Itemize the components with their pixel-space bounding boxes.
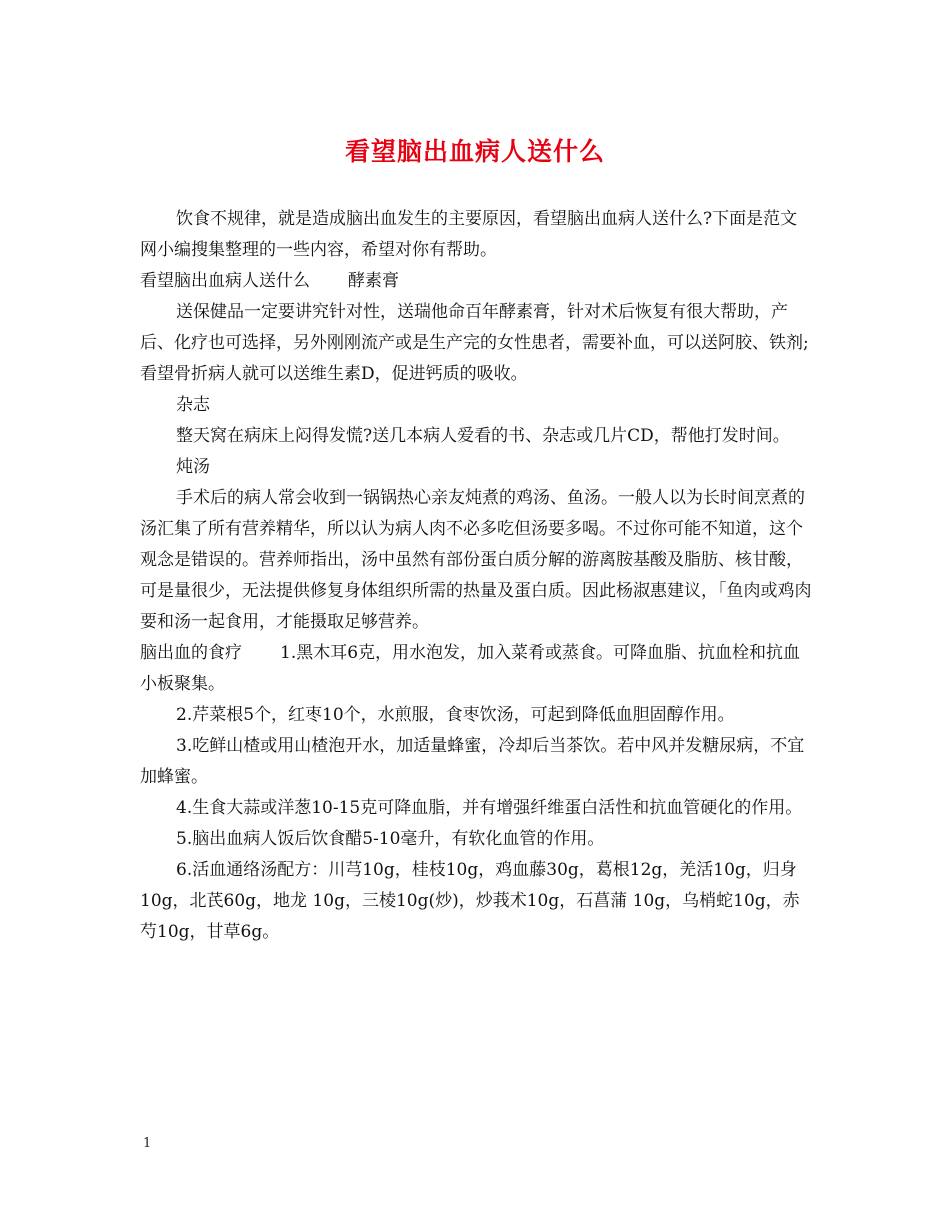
magazine-paragraph: 整天窝在病床上闷得发慌?送几本病人爱看的书、杂志或几片CD，帮他打发时间。 <box>176 426 790 446</box>
section-heading-gifts <box>140 266 812 297</box>
section-label: 脑出血的食疗 <box>140 643 242 663</box>
subheading-magazine: 杂志 <box>176 395 210 415</box>
intro-paragraph: 饮食不规律，就是造成脑出血发生的主要原因，看望脑出血病人送什么?下面是范文网小编搜集整理的一些内容，希望对你有帮助。 <box>140 209 798 260</box>
document-body <box>140 204 812 948</box>
diet-item-4: 4.生食大蒜或洋葱10-15克可降血脂，并有增强纤维蛋白活性和抗血管硬化的作用。 <box>176 798 803 818</box>
subheading-soup: 炖汤 <box>176 457 210 477</box>
diet-item-5: 5.脑出血病人饭后饮食醋5-10毫升，有软化血管的作用。 <box>176 829 605 849</box>
diet-item-2: 2.芹菜根5个，红枣10个，水煎服，食枣饮汤，可起到降低血胆固醇作用。 <box>176 705 735 725</box>
section-label: 看望脑出血病人送什么 <box>140 271 310 291</box>
section-heading-diet <box>140 638 812 700</box>
page-number: 1 <box>143 1136 152 1151</box>
diet-item-6: 6.活血通络汤配方：川芎10g，桂枝10g，鸡血藤30g，葛根12g，羌活10g，归身10g，北芪60g，地龙 10g，三棱10g(炒)，炒莪术10g，石菖蒲 10g，乌梢蛇10g，赤芍10g，甘草6g。 <box>140 860 800 942</box>
diet-item-3: 3.吃鲜山楂或用山楂泡开水，加适量蜂蜜，冷却后当茶饮。若中风并发糖尿病，不宜加蜂蜜。 <box>140 736 805 787</box>
enzyme-paragraph: 送保健品一定要讲究针对性，送瑞他命百年酵素膏，针对术后恢复有很大帮助，产后、化疗也可选择，另外刚刚流产或是生产完的女性患者，需要补血，可以送阿胶、铁剂;看望骨折病人就可以送维生素D，促进钙质的吸收。 <box>140 302 809 384</box>
soup-paragraph: 手术后的病人常会收到一锅锅热心亲友炖煮的鸡汤、鱼汤。一般人以为长时间烹煮的汤汇集了所有营养精华，所以认为病人肉不必多吃但汤要多喝。不过你可能不知道，这个观念是错误的。营养师指出，汤中虽然有部份蛋白质分解的游离胺基酸及脂肪、核甘酸，可是量很少，无法提供修复身体组织所需的热量及蛋白质。因此杨淑惠建议，「鱼肉或鸡肉要和汤一起食用，才能摄取足够营养。 <box>140 488 812 632</box>
document-title: 看望脑出血病人送什么 <box>344 137 605 166</box>
diet-item-1: 1.黑木耳6克，用水泡发，加入菜肴或蒸食。可降血脂、抗血栓和抗血小板聚集。 <box>140 643 801 694</box>
section-item-label: 酵素膏 <box>348 271 399 291</box>
